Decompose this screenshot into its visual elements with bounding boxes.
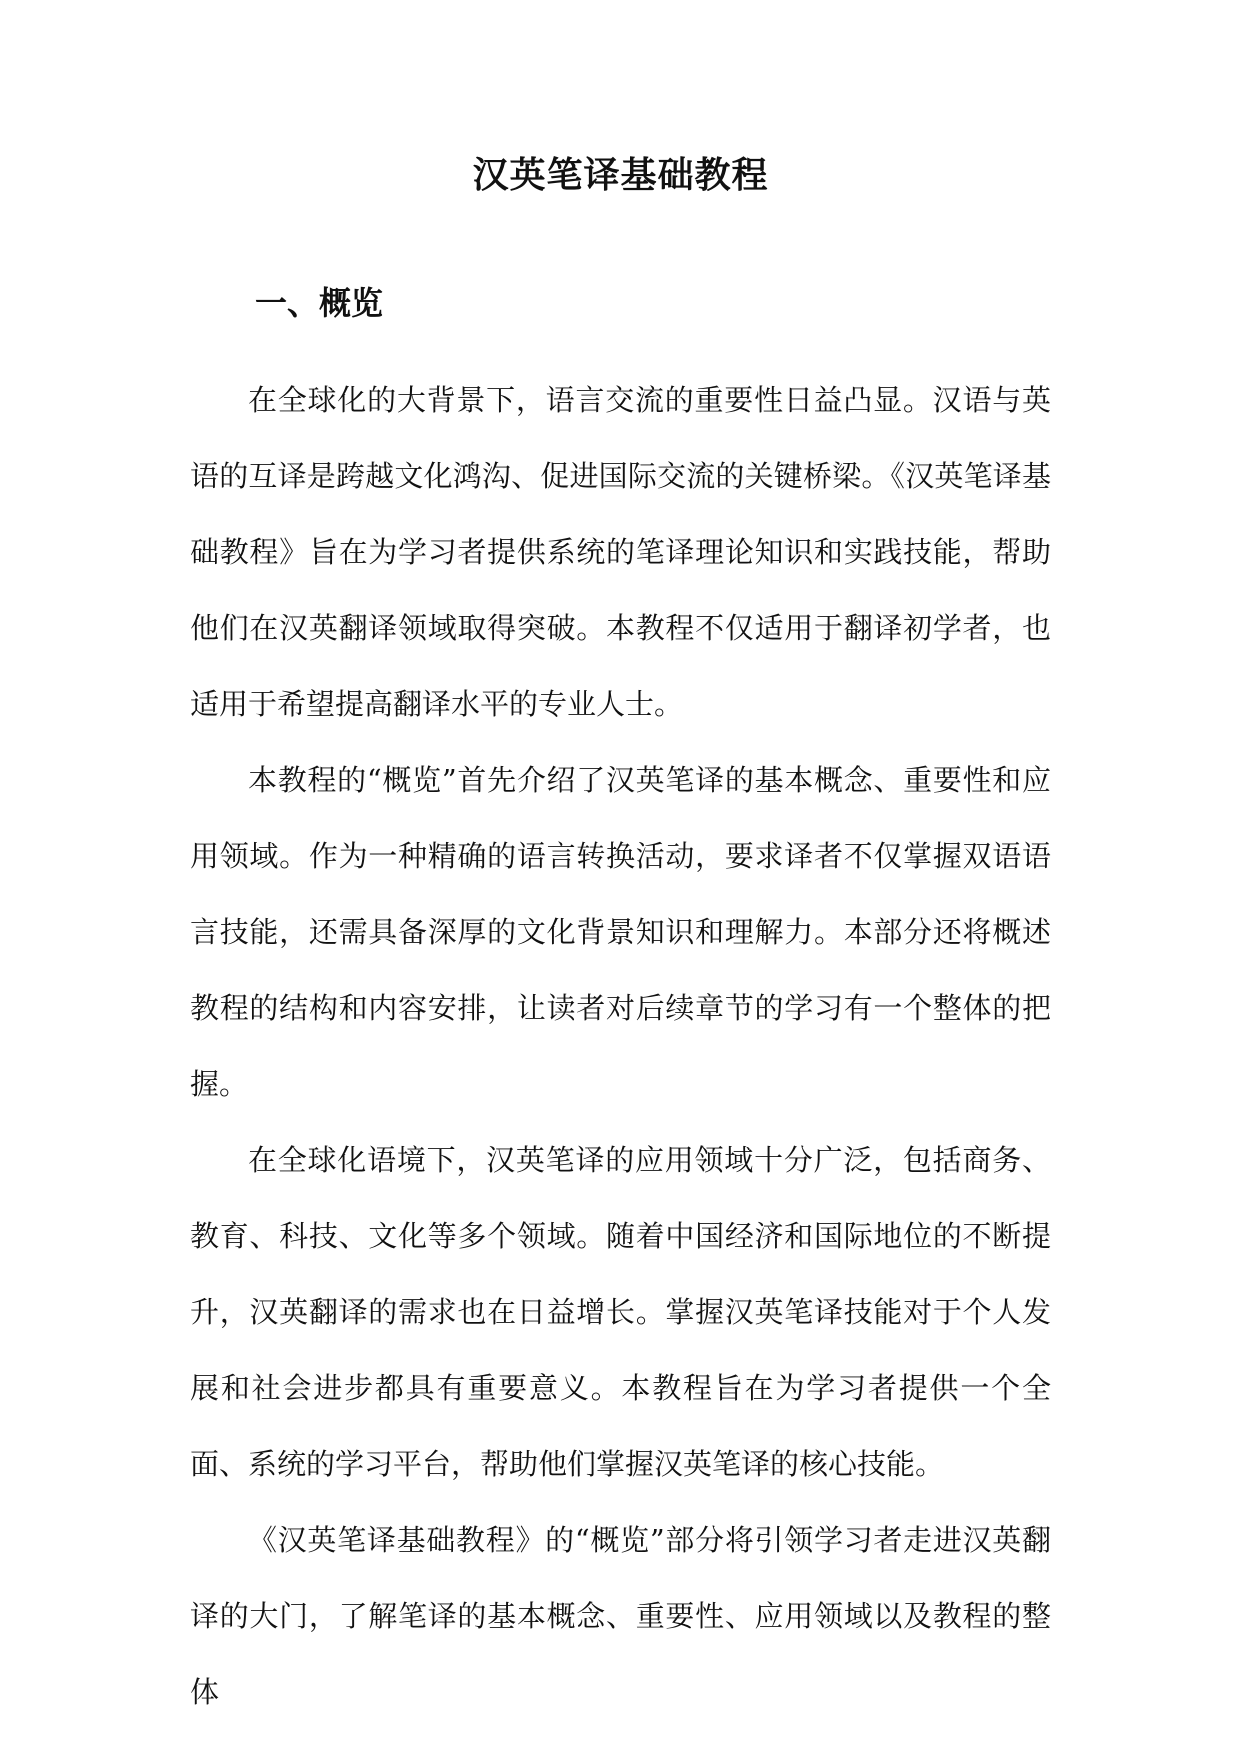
- body-text: [190, 362, 1051, 1730]
- paragraph: 本教程的“概览”首先介绍了汉英笔译的基本概念、重要性和应用领域。作为一种精确的语言转换活动，要求译者不仅掌握双语语言技能，还需具备深厚的文化背景知识和理解力。本部分还将概述教程的结构和内容安排，让读者对后续章节的学习有一个整体的把握。: [190, 763, 1051, 1101]
- paragraph: 在全球化的大背景下，语言交流的重要性日益凸显。汉语与英语的互译是跨越文化鸿沟、促进国际交流的关键桥梁。《汉英笔译基础教程》旨在为学习者提供系统的笔译理论知识和实践技能，帮助他们在汉英翻译领域取得突破。本教程不仅适用于翻译初学者，也适用于希望提高翻译水平的专业人士。: [190, 383, 1051, 721]
- document-title: 汉英笔译基础教程: [472, 154, 769, 196]
- paragraph: 《汉英笔译基础教程》的“概览”部分将引领学习者走进汉英翻译的大门，了解笔译的基本概念、重要性、应用领域以及教程的整体: [190, 1523, 1051, 1709]
- paragraph: 在全球化语境下，汉英笔译的应用领域十分广泛，包括商务、教育、科技、文化等多个领域。随着中国经济和国际地位的不断提升，汉英翻译的需求也在日益增长。掌握汉英笔译技能对于个人发展和社会进步都具有重要意义。本教程旨在为学习者提供一个全面、系统的学习平台，帮助他们掌握汉英笔译的核心技能。: [190, 1143, 1051, 1481]
- section-heading: 一、概览: [255, 284, 384, 322]
